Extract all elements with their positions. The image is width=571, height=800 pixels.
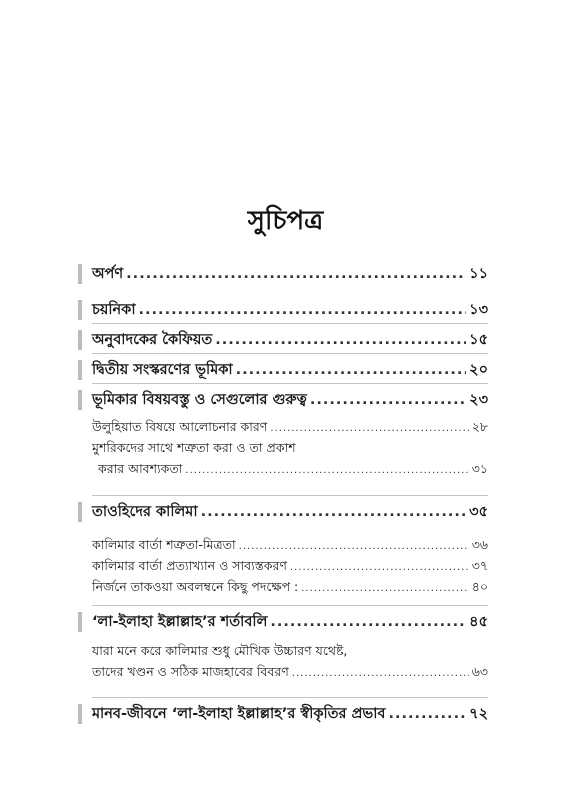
section-marker-bar <box>78 264 82 284</box>
toc-subentry-page: ৩৬ <box>471 537 488 552</box>
toc-subentry-title: উলুহিয়াত বিষয়ে আলোচনার কারণ <box>92 419 268 434</box>
section-marker-bar <box>78 612 82 632</box>
toc-entry-title: মানব-জীবনে ‘লা-ইলাহা ইল্লাল্লাহ’র স্বীকৃতির প্রভাব <box>92 706 386 722</box>
dot-leader <box>239 536 469 557</box>
toc-entry-page: ৭২ <box>469 706 488 722</box>
toc-subentry[interactable] <box>92 416 488 437</box>
toc-entry-title: ভূমিকার বিষয়বস্তু ও সেগুলোর গুরুত্ব <box>92 392 307 408</box>
toc-entry[interactable] <box>92 606 488 638</box>
toc-section <box>78 354 488 384</box>
dot-leader <box>270 606 466 638</box>
toc-subentry-page: ৪০ <box>471 579 488 594</box>
toc-section <box>78 384 488 496</box>
toc-entry-page: ২০ <box>469 362 488 378</box>
toc-entry[interactable] <box>92 324 488 356</box>
toc-subentry[interactable] <box>92 661 488 682</box>
toc-entry-title: চয়নিকা <box>92 302 136 318</box>
toc-subentry-title: কালিমার বার্তা শত্রুতা-মিত্রতা <box>92 537 236 552</box>
dot-leader <box>310 384 466 416</box>
toc-entry[interactable] <box>92 496 488 528</box>
toc-section <box>78 606 488 698</box>
toc-entry[interactable] <box>92 258 488 290</box>
toc-entry-title: অর্পণ <box>92 266 124 282</box>
section-marker-bar <box>78 502 82 522</box>
dot-leader <box>126 258 466 290</box>
toc-subentry-title: কালিমার বার্তা প্রত্যাখ্যান ও সাব্যস্তকরণ <box>92 558 287 573</box>
toc-entry-page: ১১ <box>469 266 488 282</box>
toc-entry-title: ‘লা-ইলাহা ইল্লাল্লাহ’র শর্তাবলি <box>92 614 268 630</box>
toc-subentry-title: তাদের খণ্ডন ও সঠিক মাজহাবের বিবরণ <box>92 664 289 679</box>
toc-entry-title: তাওহিদের কালিমা <box>92 504 198 520</box>
section-marker-bar <box>78 300 82 320</box>
page-title: সুচিপত্র <box>247 206 324 236</box>
toc-entry-page: ৪৫ <box>469 614 488 630</box>
toc-subentry-page: ২৮ <box>471 419 488 434</box>
toc-entry[interactable] <box>92 294 488 326</box>
dot-leader <box>236 354 467 386</box>
dot-leader <box>201 496 467 528</box>
dot-leader <box>388 698 466 730</box>
toc-entry-title: অনুবাদকের কৈফিয়ত <box>92 332 213 348</box>
toc-entry-page: ১৫ <box>469 332 488 348</box>
toc-subentry-page: ৬৩ <box>471 664 488 679</box>
dot-leader <box>215 324 466 356</box>
toc-section <box>78 324 488 354</box>
dot-leader <box>185 460 468 481</box>
toc-section <box>78 294 488 324</box>
toc-section <box>78 698 488 738</box>
toc-subentry-line[interactable]: মুশরিকদের সাথে শত্রুতা করা ও তা প্রকাশ <box>92 440 296 455</box>
toc-section <box>78 258 488 294</box>
toc-entry-title: দ্বিতীয় সংস্করণের ভূমিকা <box>92 362 233 378</box>
section-marker-bar <box>78 330 82 350</box>
dot-leader <box>292 663 469 684</box>
toc-entry-page: ৩৫ <box>469 504 488 520</box>
table-of-contents <box>78 258 488 738</box>
toc-subentry[interactable] <box>92 534 488 555</box>
toc-subentry[interactable] <box>92 555 488 576</box>
toc-entry-page: ১৩ <box>469 302 488 318</box>
section-marker-bar <box>78 390 82 410</box>
dot-leader <box>270 418 468 439</box>
toc-entry[interactable] <box>92 384 488 416</box>
toc-section <box>78 496 488 606</box>
section-marker-bar <box>78 360 82 380</box>
toc-subentry[interactable] <box>92 458 488 479</box>
dot-leader <box>139 294 467 326</box>
toc-entry-page: ২৩ <box>469 392 488 408</box>
dot-leader <box>301 578 469 599</box>
dot-leader <box>290 557 469 578</box>
toc-entry[interactable] <box>92 354 488 386</box>
toc-subentry-page: ৩৭ <box>471 558 488 573</box>
toc-subentry-line[interactable]: যারা মনে করে কালিমার শুধু মৌখিক উচ্চারণ যথেষ্ট, <box>92 643 348 658</box>
toc-subentry-page: ৩১ <box>471 461 488 476</box>
toc-subentry[interactable] <box>92 576 488 597</box>
toc-entry[interactable] <box>92 698 488 730</box>
section-marker-bar <box>78 704 82 724</box>
toc-subentry-title: নির্জনে তাকওয়া অবলম্বনে কিছু পদক্ষেপ : <box>92 579 299 594</box>
toc-subentry-title: করার আবশ্যকতা <box>98 461 183 476</box>
